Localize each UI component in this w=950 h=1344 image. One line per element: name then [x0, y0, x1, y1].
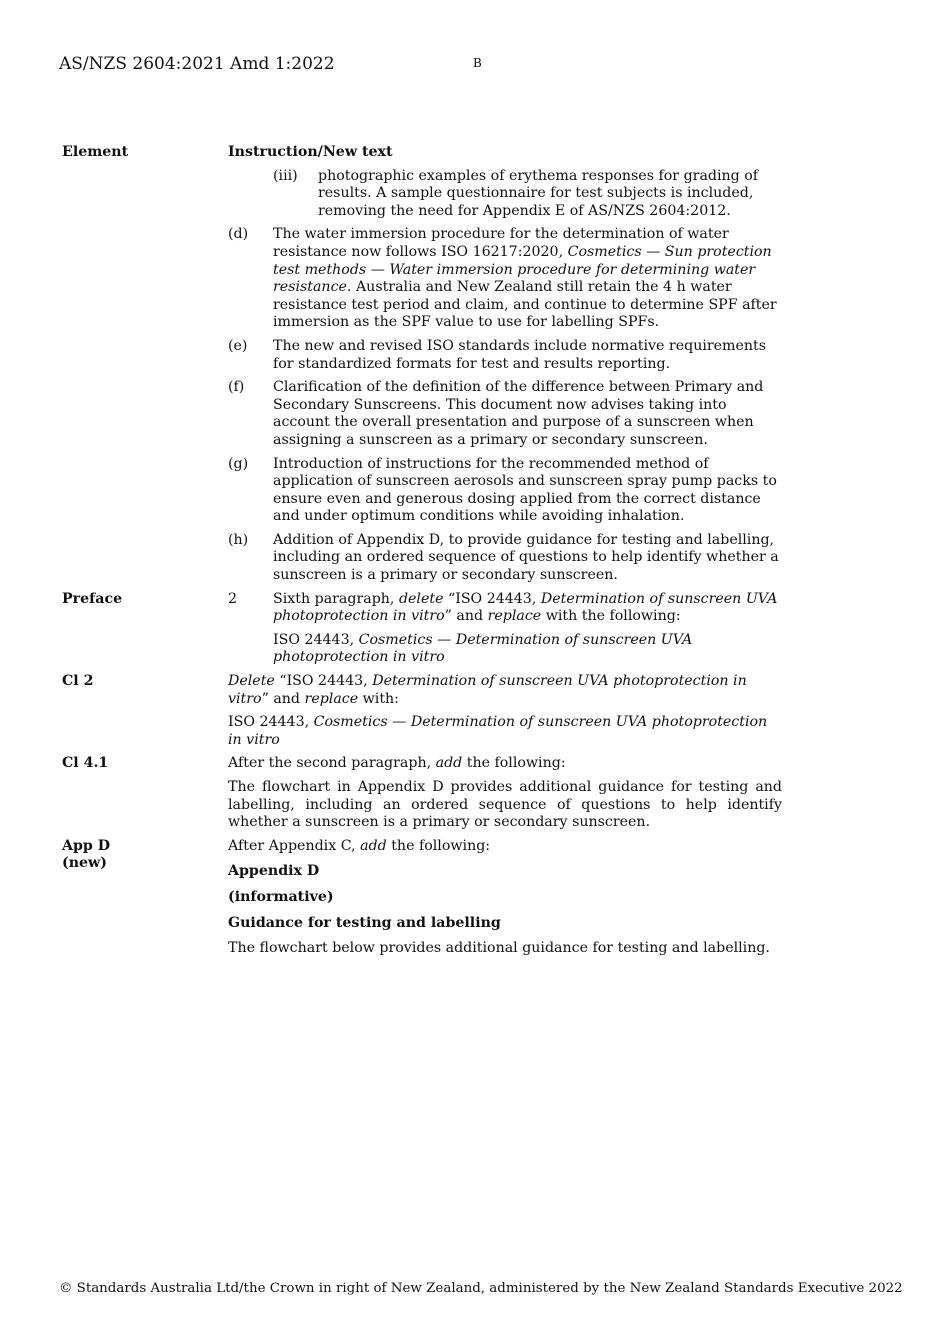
- copyright-footer: © Standards Australia Ltd/the Crown in right of New Zealand, administered by the New Zealand Standards Executive 2022: [59, 1281, 903, 1296]
- amendment-table: [62, 144, 782, 964]
- item-label: (iii): [273, 167, 298, 184]
- text-part: After the second paragraph,: [228, 755, 436, 772]
- item-label: (g): [228, 455, 249, 472]
- text-part: ” and: [261, 690, 305, 707]
- element-label-appd: [62, 838, 228, 964]
- item-text-part: The water immersion procedure for the determination of water resistance now follows ISO 16217:2020,: [273, 226, 729, 260]
- item-text: [273, 591, 782, 626]
- list-item-e: [228, 338, 782, 373]
- appendix-status: (informative): [228, 888, 334, 905]
- item-label: (d): [228, 226, 249, 243]
- table-row-cl41: [62, 755, 782, 837]
- text-part: “ISO 24443,: [443, 590, 541, 607]
- element-label-preface: Preface: [62, 590, 123, 607]
- item-text: The new and revised ISO standards include normative requirements for standardized formats for test and results reporting.: [273, 337, 767, 372]
- column-header-instruction: Instruction/New text: [228, 144, 393, 160]
- item-text-part: . Australia and New Zealand still retain the 4 h water resistance test period and claim, and continue to determine SPF after immersion as the SPF value to use for labelling SPFs.: [273, 279, 777, 331]
- element-label-cl41: Cl 4.1: [62, 755, 109, 772]
- appendix-body: The flowchart below provides additional guidance for testing and labelling.: [228, 940, 770, 957]
- element-label-line: App D: [62, 837, 111, 854]
- delete-keyword: Delete: [228, 673, 275, 690]
- new-title: Cosmetics — Determination of sunscreen UVA photoprotection in vitro: [273, 631, 693, 666]
- old-title: Determination of sunscreen UVA photoprotection in vitro: [273, 590, 778, 625]
- instruction-cell: [228, 755, 782, 837]
- table-row-continued: [62, 168, 782, 591]
- instruction-cell: [228, 838, 782, 964]
- text-part: Sixth paragraph,: [273, 590, 399, 607]
- delete-keyword: delete: [398, 590, 444, 607]
- element-cell: [62, 168, 228, 591]
- replace-keyword: replace: [304, 690, 359, 707]
- cl41-instruction: [228, 755, 782, 773]
- list-item-g: [228, 456, 782, 526]
- list-item-h: [228, 532, 782, 585]
- table-header-row: [62, 144, 782, 162]
- list-item-iii: [273, 168, 782, 221]
- preface-new-reference: [273, 632, 782, 667]
- iso-standard-title: Cosmetics — Sun protection test methods — Water immersion procedure for determining water resistance: [273, 243, 772, 296]
- preface-instruction: [228, 591, 782, 626]
- item-text: [273, 226, 782, 332]
- cl2-new-reference: [228, 714, 782, 749]
- item-label: (f): [228, 379, 245, 396]
- item-text: photographic examples of erythema responses for grading of results. A sample questionnaire for test subjects is included, removing the need for Appendix E of AS/NZS 2604:2012.: [318, 167, 759, 219]
- item-number: 2: [228, 590, 238, 607]
- text-part: with the following:: [541, 608, 681, 625]
- add-keyword: add: [435, 755, 463, 772]
- text-part: “ISO 24443,: [274, 673, 373, 690]
- table-row-preface: [62, 591, 782, 673]
- reference-number: ISO 24443,: [273, 631, 359, 648]
- cl2-instruction: [228, 673, 782, 708]
- item-text: Clarification of the definition of the difference between Primary and Secondary Sunscreens. This document now advises taking into account the overall presentation and purpose of a sunscreen when assigning a sunscreen as a primary or secondary sunscreen.: [273, 379, 764, 448]
- add-keyword: add: [360, 837, 387, 854]
- cl41-new-text: The flowchart in Appendix D provides additional guidance for testing and labelling, including an ordered sequence of questions to help identify whether a sunscreen is a primary or secondary sunscreen.: [228, 779, 782, 831]
- text-part: with:: [358, 690, 399, 707]
- standard-reference: AS/NZS 2604:2021 Amd 1:2022: [59, 54, 335, 74]
- element-label-line: (new): [62, 855, 107, 872]
- element-label-cl2: Cl 2: [62, 673, 94, 690]
- item-text: Introduction of instructions for the recommended method of application of sunscreen aerosols and sunscreen spray pump packs to ensure even and generous dosing applied from the correct distance and under optimum conditions while avoiding inhalation.: [273, 455, 777, 525]
- instruction-cell: [228, 591, 782, 673]
- appd-instruction: [228, 838, 782, 856]
- text-part: the following:: [386, 837, 491, 854]
- appendix-heading: Guidance for testing and labelling: [228, 914, 501, 931]
- replace-keyword: replace: [487, 608, 542, 625]
- old-title: Determination of sunscreen UVA photoprotection in vitro: [228, 673, 747, 707]
- item-label: (e): [228, 337, 248, 354]
- new-title: Cosmetics — Determination of sunscreen UVA photoprotection in vitro: [228, 714, 768, 748]
- column-header-element: Element: [62, 144, 129, 160]
- item-label: (h): [228, 531, 249, 548]
- page-letter: B: [473, 56, 482, 70]
- reference-number: ISO 24443,: [228, 714, 314, 731]
- instruction-cell: [228, 168, 782, 591]
- item-text: Addition of Appendix D, to provide guidance for testing and labelling, including an ordered sequence of questions to help identify whether a sunscreen is a primary or secondary sunscreen.: [273, 531, 779, 584]
- text-part: ” and: [444, 608, 488, 625]
- instruction-cell: [228, 673, 782, 755]
- appendix-title: Appendix D: [228, 863, 320, 880]
- list-item-f: [228, 379, 782, 449]
- table-row-cl2: [62, 673, 782, 755]
- text-part: the following:: [462, 755, 566, 772]
- text-part: After Appendix C,: [228, 837, 361, 854]
- list-item-d: [228, 226, 782, 332]
- table-row-appd: [62, 838, 782, 964]
